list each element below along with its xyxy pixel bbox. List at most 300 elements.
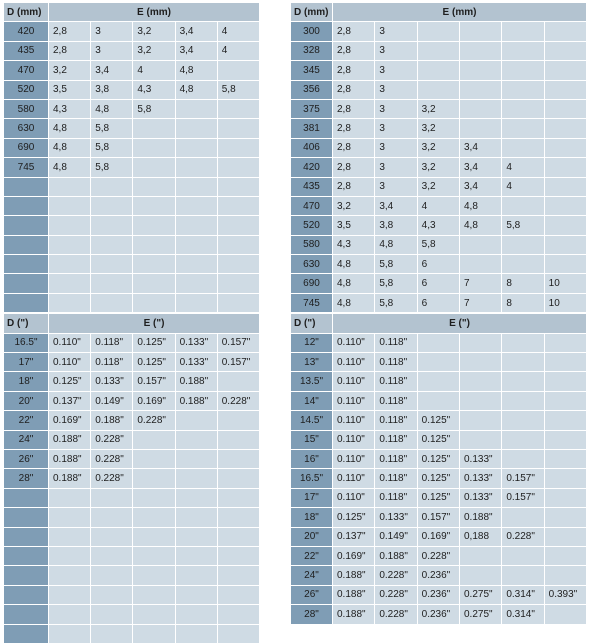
thickness-cell: 3,4: [459, 177, 501, 196]
diameter-cell: [4, 293, 49, 312]
thickness-cell: 0.125": [417, 430, 459, 449]
thickness-cell: [417, 41, 459, 60]
diameter-cell: 356: [291, 80, 333, 99]
thickness-cell: 0.118": [375, 391, 417, 410]
thickness-cell: [459, 41, 501, 60]
thickness-cell: [175, 566, 217, 585]
thickness-cell: [133, 585, 175, 604]
thickness-cell: 0.110": [333, 488, 375, 507]
thickness-cell: [217, 293, 259, 312]
e-inch-header: E ("): [49, 314, 260, 333]
thickness-cell: 0.133": [375, 508, 417, 527]
thickness-cell: [175, 138, 217, 157]
thickness-cell: [544, 235, 586, 254]
thickness-cell: 0.169": [133, 391, 175, 410]
thickness-cell: [175, 196, 217, 215]
thickness-cell: 0.125": [333, 508, 375, 527]
table-row: [291, 411, 587, 430]
thickness-cell: 0.125": [417, 411, 459, 430]
thickness-cell: [175, 216, 217, 235]
thickness-cell: [217, 411, 259, 430]
thickness-cell: 0.169": [417, 527, 459, 546]
thickness-cell: 0.228": [91, 469, 133, 488]
thickness-cell: [459, 546, 501, 565]
table-row: [4, 255, 260, 274]
diameter-cell: 15": [291, 430, 333, 449]
thickness-cell: [133, 488, 175, 507]
table-row: [291, 235, 587, 254]
thickness-cell: [544, 449, 586, 468]
diameter-cell: 13.5": [291, 372, 333, 391]
thickness-cell: 0.137": [333, 527, 375, 546]
thickness-cell: 3: [375, 99, 417, 118]
thickness-cell: [459, 353, 501, 372]
thickness-cell: [133, 546, 175, 565]
diameter-cell: 420: [4, 22, 49, 41]
table-row: [291, 469, 587, 488]
left-inch-table: [3, 313, 260, 644]
thickness-cell: 0.157": [502, 488, 544, 507]
thickness-cell: 3,5: [49, 80, 91, 99]
thickness-cell: [544, 333, 586, 352]
thickness-cell: 0.228": [91, 449, 133, 468]
thickness-cell: [544, 61, 586, 80]
thickness-cell: 4,3: [49, 99, 91, 118]
thickness-cell: 0.118": [375, 411, 417, 430]
d-mm-header: D (mm): [4, 3, 49, 22]
e-mm-header: E (mm): [333, 3, 587, 22]
table-row: [4, 449, 260, 468]
thickness-cell: [217, 372, 259, 391]
thickness-cell: [217, 158, 259, 177]
thickness-cell: [217, 430, 259, 449]
diameter-cell: 28": [4, 469, 49, 488]
thickness-cell: 4: [217, 22, 259, 41]
thickness-cell: 0.157": [417, 508, 459, 527]
thickness-cell: 4,8: [459, 196, 501, 215]
thickness-cell: 5,8: [217, 80, 259, 99]
thickness-cell: [133, 177, 175, 196]
table-row: [291, 488, 587, 507]
thickness-cell: [217, 605, 259, 624]
thickness-cell: 0.133": [175, 353, 217, 372]
thickness-cell: 0.149": [375, 527, 417, 546]
thickness-cell: [502, 353, 544, 372]
thickness-cell: [544, 119, 586, 138]
thickness-cell: 0.118": [375, 469, 417, 488]
table-row: [291, 138, 587, 157]
thickness-cell: [133, 508, 175, 527]
diameter-cell: [4, 566, 49, 585]
table-row: [291, 196, 587, 215]
thickness-cell: [544, 138, 586, 157]
thickness-cell: 0.188": [175, 391, 217, 410]
thickness-cell: 0.125": [417, 488, 459, 507]
thickness-cell: 0.157": [217, 333, 259, 352]
thickness-cell: 3,4: [175, 41, 217, 60]
thickness-cell: 0.133": [91, 372, 133, 391]
thickness-cell: [544, 605, 586, 624]
thickness-cell: 0.236": [417, 605, 459, 624]
thickness-cell: [217, 449, 259, 468]
thickness-cell: 2,8: [333, 99, 375, 118]
thickness-cell: [217, 216, 259, 235]
diameter-cell: 26": [291, 585, 333, 604]
thickness-cell: 0.228": [502, 527, 544, 546]
right-mm-table: [290, 2, 587, 313]
thickness-cell: [217, 546, 259, 565]
diameter-cell: 690: [291, 274, 333, 293]
thickness-cell: [49, 527, 91, 546]
thickness-cell: [417, 333, 459, 352]
thickness-cell: [133, 527, 175, 546]
table-row: [291, 353, 587, 372]
thickness-cell: [175, 488, 217, 507]
thickness-cell: 4: [133, 61, 175, 80]
thickness-cell: [133, 216, 175, 235]
diameter-cell: 470: [4, 61, 49, 80]
thickness-cell: [49, 196, 91, 215]
thickness-cell: 2,8: [49, 41, 91, 60]
table-row: [291, 430, 587, 449]
right-mm-body: [291, 22, 587, 313]
thickness-cell: [49, 235, 91, 254]
table-row: [4, 546, 260, 565]
thickness-cell: 5,8: [91, 119, 133, 138]
thickness-cell: 0.275": [459, 585, 501, 604]
thickness-cell: [544, 99, 586, 118]
thickness-cell: 0.188": [49, 449, 91, 468]
thickness-cell: 0.188": [459, 508, 501, 527]
thickness-cell: 3,4: [175, 22, 217, 41]
thickness-cell: [49, 216, 91, 235]
thickness-cell: 3,2: [417, 99, 459, 118]
thickness-cell: 2,8: [49, 22, 91, 41]
thickness-cell: [544, 41, 586, 60]
thickness-cell: 5,8: [91, 138, 133, 157]
thickness-cell: 0.188": [175, 372, 217, 391]
thickness-cell: 3: [375, 138, 417, 157]
thickness-cell: 0.157": [133, 372, 175, 391]
diameter-cell: [4, 255, 49, 274]
thickness-cell: [175, 605, 217, 624]
diameter-cell: 520: [291, 216, 333, 235]
table-row: [291, 177, 587, 196]
thickness-cell: [49, 177, 91, 196]
thickness-cell: [217, 488, 259, 507]
thickness-cell: 4,8: [333, 255, 375, 274]
thickness-cell: 4,8: [49, 158, 91, 177]
thickness-cell: [133, 566, 175, 585]
thickness-cell: [49, 488, 91, 507]
thickness-cell: [49, 546, 91, 565]
right-panel: [290, 2, 587, 625]
thickness-cell: [49, 293, 91, 312]
thickness-cell: [544, 508, 586, 527]
e-inch-header: E ("): [333, 314, 587, 333]
table-row: [291, 255, 587, 274]
table-row: [4, 566, 260, 585]
thickness-cell: 6: [417, 255, 459, 274]
thickness-cell: [91, 177, 133, 196]
thickness-cell: [133, 624, 175, 643]
thickness-cell: 3: [91, 22, 133, 41]
thickness-cell: 0.188": [333, 566, 375, 585]
thickness-cell: 0.157": [217, 353, 259, 372]
thickness-cell: 3,2: [417, 119, 459, 138]
thickness-cell: [544, 411, 586, 430]
thickness-cell: [175, 430, 217, 449]
table-row: [291, 158, 587, 177]
thickness-cell: [91, 546, 133, 565]
diameter-cell: [4, 488, 49, 507]
thickness-cell: [544, 391, 586, 410]
thickness-cell: [544, 80, 586, 99]
diameter-cell: 470: [291, 196, 333, 215]
right-inch-body: [291, 333, 587, 624]
table-row: [4, 216, 260, 235]
thickness-cell: 2,8: [333, 80, 375, 99]
thickness-cell: [544, 177, 586, 196]
thickness-cell: [417, 22, 459, 41]
thickness-cell: [217, 177, 259, 196]
thickness-cell: 5,8: [375, 293, 417, 312]
thickness-cell: [459, 372, 501, 391]
thickness-cell: [91, 255, 133, 274]
diameter-cell: 745: [291, 293, 333, 312]
thickness-cell: 2,8: [333, 61, 375, 80]
thickness-cell: 0.110": [333, 469, 375, 488]
thickness-cell: 0.110": [49, 333, 91, 352]
thickness-cell: [175, 624, 217, 643]
table-row: [291, 61, 587, 80]
thickness-cell: [502, 391, 544, 410]
thickness-cell: [217, 624, 259, 643]
d-mm-header: D (mm): [291, 3, 333, 22]
thickness-cell: [175, 585, 217, 604]
thickness-cell: [175, 177, 217, 196]
thickness-cell: [217, 469, 259, 488]
thickness-cell: 0.157": [502, 469, 544, 488]
table-row: [4, 293, 260, 312]
thickness-cell: 5,8: [375, 274, 417, 293]
thickness-cell: [91, 624, 133, 643]
thickness-cell: 6: [417, 293, 459, 312]
thickness-cell: [175, 235, 217, 254]
diameter-cell: [4, 216, 49, 235]
thickness-cell: [91, 527, 133, 546]
thickness-cell: 2,8: [333, 119, 375, 138]
thickness-cell: [502, 80, 544, 99]
thickness-cell: 4,8: [49, 119, 91, 138]
thickness-cell: 5,8: [133, 99, 175, 118]
thickness-cell: [502, 430, 544, 449]
thickness-cell: [417, 391, 459, 410]
thickness-cell: [544, 546, 586, 565]
thickness-cell: [544, 216, 586, 235]
thickness-cell: 4: [417, 196, 459, 215]
table-row: [4, 353, 260, 372]
thickness-cell: [217, 196, 259, 215]
table-row: [4, 333, 260, 352]
thickness-cell: 2,8: [333, 22, 375, 41]
thickness-cell: [133, 605, 175, 624]
thickness-cell: [49, 508, 91, 527]
thickness-cell: 0,188: [459, 527, 501, 546]
thickness-cell: [91, 196, 133, 215]
thickness-cell: [544, 430, 586, 449]
thickness-cell: 0.118": [375, 353, 417, 372]
table-row: [4, 488, 260, 507]
thickness-cell: 0.188": [333, 585, 375, 604]
thickness-cell: [502, 566, 544, 585]
thickness-cell: 5,8: [375, 255, 417, 274]
diameter-cell: 22": [291, 546, 333, 565]
thickness-cell: [459, 235, 501, 254]
thickness-cell: 0.188": [375, 546, 417, 565]
thickness-cell: [459, 22, 501, 41]
thickness-cell: [459, 80, 501, 99]
thickness-cell: [175, 99, 217, 118]
thickness-cell: [175, 274, 217, 293]
thickness-cell: 4,8: [375, 235, 417, 254]
thickness-cell: [217, 119, 259, 138]
thickness-cell: 3: [375, 22, 417, 41]
thickness-cell: [502, 333, 544, 352]
e-mm-header: E (mm): [49, 3, 260, 22]
table-row: [4, 430, 260, 449]
thickness-cell: [544, 372, 586, 391]
table-row: [291, 293, 587, 312]
thickness-cell: [502, 196, 544, 215]
thickness-cell: 0.133": [459, 449, 501, 468]
diameter-cell: 17": [291, 488, 333, 507]
thickness-cell: [502, 255, 544, 274]
diameter-cell: 26": [4, 449, 49, 468]
table-row: [291, 274, 587, 293]
thickness-cell: [175, 293, 217, 312]
table-row: [291, 391, 587, 410]
thickness-cell: 3: [91, 41, 133, 60]
thickness-cell: 0.228": [217, 391, 259, 410]
diameter-cell: 12": [291, 333, 333, 352]
thickness-cell: 0.118": [375, 488, 417, 507]
thickness-cell: 0.125": [417, 449, 459, 468]
thickness-cell: 0.110": [333, 353, 375, 372]
thickness-cell: [49, 255, 91, 274]
thickness-cell: 2,8: [333, 158, 375, 177]
thickness-cell: [502, 99, 544, 118]
thickness-cell: 0.118": [375, 449, 417, 468]
d-inch-header: D ("): [291, 314, 333, 333]
diameter-cell: [4, 605, 49, 624]
thickness-cell: 3,8: [91, 80, 133, 99]
table-row: [4, 138, 260, 157]
thickness-cell: 0.110": [333, 449, 375, 468]
table-row: [4, 61, 260, 80]
thickness-cell: 0.110": [333, 411, 375, 430]
thickness-cell: [459, 61, 501, 80]
table-row: [291, 41, 587, 60]
thickness-cell: 3,4: [375, 196, 417, 215]
table-row: [4, 274, 260, 293]
table-row: [4, 605, 260, 624]
thickness-cell: 3: [375, 119, 417, 138]
thickness-cell: [175, 469, 217, 488]
thickness-cell: [49, 566, 91, 585]
thickness-cell: 4,3: [133, 80, 175, 99]
thickness-cell: [133, 235, 175, 254]
thickness-cell: 10: [544, 293, 586, 312]
thickness-cell: 0.110": [333, 430, 375, 449]
thickness-cell: [459, 255, 501, 274]
diameter-cell: 24": [4, 430, 49, 449]
thickness-cell: 4,8: [49, 138, 91, 157]
thickness-cell: 0.118": [375, 372, 417, 391]
table-row: [4, 41, 260, 60]
diameter-cell: 420: [291, 158, 333, 177]
thickness-cell: 3,5: [333, 216, 375, 235]
thickness-cell: 0.228": [375, 605, 417, 624]
thickness-cell: [175, 546, 217, 565]
thickness-cell: 0.228": [375, 566, 417, 585]
thickness-cell: 4,3: [417, 216, 459, 235]
thickness-cell: 8: [502, 293, 544, 312]
thickness-cell: 0.169": [333, 546, 375, 565]
thickness-cell: [133, 449, 175, 468]
thickness-cell: 0.188": [49, 430, 91, 449]
thickness-cell: [459, 333, 501, 352]
thickness-cell: [91, 293, 133, 312]
thickness-cell: [91, 274, 133, 293]
table-row: [291, 333, 587, 352]
diameter-cell: 28": [291, 605, 333, 624]
thickness-cell: [217, 566, 259, 585]
thickness-cell: [217, 138, 259, 157]
diameter-cell: 745: [4, 158, 49, 177]
thickness-cell: 4: [217, 41, 259, 60]
thickness-cell: 2,8: [333, 41, 375, 60]
diameter-cell: 16": [291, 449, 333, 468]
table-row: [4, 372, 260, 391]
thickness-cell: 0.228": [375, 585, 417, 604]
thickness-cell: 3,2: [333, 196, 375, 215]
thickness-cell: 0.228": [417, 546, 459, 565]
thickness-cell: [133, 158, 175, 177]
thickness-cell: [217, 274, 259, 293]
thickness-cell: [502, 508, 544, 527]
diameter-cell: 16.5": [4, 333, 49, 352]
thickness-cell: [133, 255, 175, 274]
thickness-cell: [217, 255, 259, 274]
thickness-cell: [91, 585, 133, 604]
thickness-cell: 0.314": [502, 585, 544, 604]
thickness-cell: 8: [502, 274, 544, 293]
thickness-cell: 2,8: [333, 177, 375, 196]
table-row: [4, 527, 260, 546]
diameter-cell: 16.5": [291, 469, 333, 488]
diameter-cell: [4, 546, 49, 565]
thickness-cell: 4,8: [333, 293, 375, 312]
thickness-cell: 0.188": [91, 411, 133, 430]
table-row: [291, 119, 587, 138]
thickness-cell: [175, 411, 217, 430]
thickness-cell: 0.125": [133, 353, 175, 372]
thickness-cell: 4,8: [175, 80, 217, 99]
thickness-cell: 0.314": [502, 605, 544, 624]
thickness-cell: 0.110": [333, 372, 375, 391]
thickness-cell: 2,8: [333, 138, 375, 157]
